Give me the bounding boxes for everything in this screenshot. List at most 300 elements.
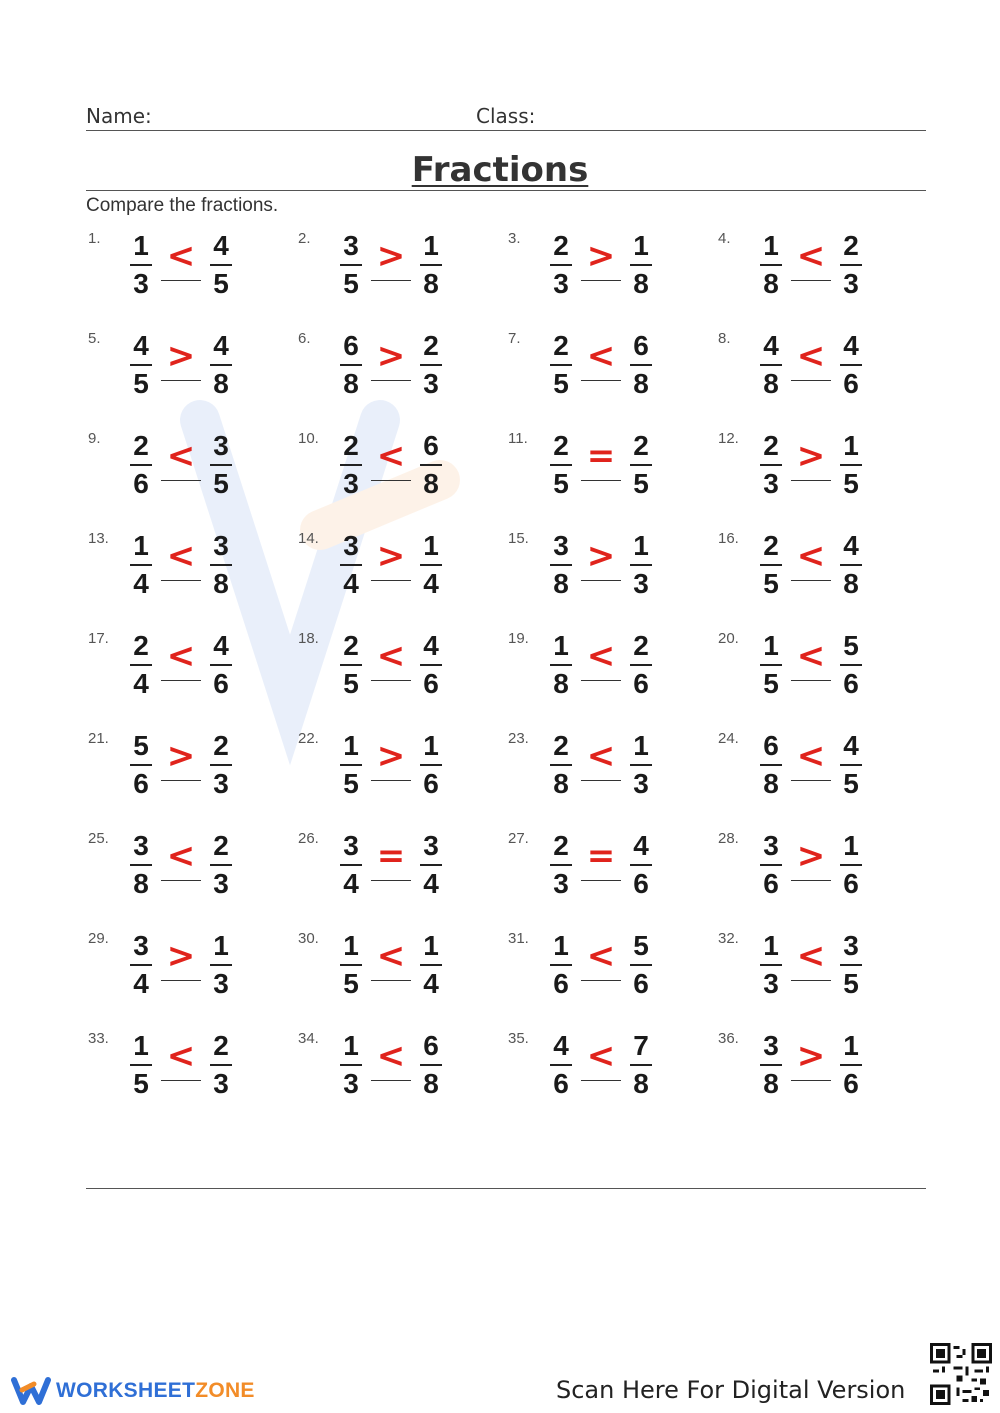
comparison-symbol: >: [376, 736, 406, 776]
denominator: 5: [213, 268, 229, 299]
numerator: 5: [633, 930, 649, 961]
answer-blank[interactable]: [161, 480, 201, 481]
right-fraction: [416, 530, 446, 600]
problem-number: 28.: [718, 830, 739, 847]
right-fraction: [206, 430, 236, 500]
problem-number: 16.: [718, 530, 739, 547]
problem-item: [718, 330, 918, 410]
fraction-bar: [420, 464, 442, 466]
numerator: 2: [553, 330, 569, 361]
left-fraction: [336, 730, 366, 800]
answer-blank[interactable]: [791, 480, 831, 481]
right-fraction: [836, 230, 866, 300]
qr-code-icon[interactable]: [930, 1343, 992, 1405]
denominator: 8: [213, 368, 229, 399]
denominator: 4: [133, 668, 149, 699]
left-fraction: [756, 1030, 786, 1100]
fraction-bar: [840, 964, 862, 966]
fraction-bar: [840, 564, 862, 566]
denominator: 8: [763, 1068, 779, 1099]
numerator: 1: [423, 930, 439, 961]
left-fraction: [546, 630, 576, 700]
comparison-symbol: <: [586, 1036, 616, 1076]
numerator: 7: [633, 1030, 649, 1061]
numerator: 5: [133, 730, 149, 761]
right-fraction: [206, 930, 236, 1000]
fraction-bar: [340, 764, 362, 766]
numerator: 4: [213, 630, 229, 661]
answer-blank[interactable]: [371, 880, 411, 881]
fraction-bar: [420, 564, 442, 566]
problem-number: 36.: [718, 1030, 739, 1047]
comparison-symbol: >: [796, 836, 826, 876]
right-fraction: [206, 630, 236, 700]
denominator: 8: [343, 368, 359, 399]
problem-number: 4.: [718, 230, 731, 247]
fraction-bar: [420, 664, 442, 666]
comparison-symbol: >: [376, 236, 406, 276]
denominator: 8: [763, 268, 779, 299]
right-fraction: [626, 730, 656, 800]
numerator: 1: [423, 230, 439, 261]
fraction-bar: [210, 1064, 232, 1066]
page-title: Fractions: [411, 150, 589, 190]
numerator: 3: [213, 430, 229, 461]
answer-blank[interactable]: [791, 780, 831, 781]
answer-blank[interactable]: [161, 580, 201, 581]
answer-blank[interactable]: [161, 280, 201, 281]
answer-blank[interactable]: [791, 280, 831, 281]
problem-item: [508, 930, 708, 1010]
problem-number: 15.: [508, 530, 529, 547]
comparison-symbol: >: [796, 436, 826, 476]
bottom-divider: [86, 1188, 926, 1189]
numerator: 1: [633, 530, 649, 561]
fraction-bar: [630, 264, 652, 266]
fraction-bar: [760, 664, 782, 666]
problem-number: 10.: [298, 430, 319, 447]
fraction-bar: [210, 564, 232, 566]
problem-number: 22.: [298, 730, 319, 747]
fraction-bar: [550, 764, 572, 766]
answer-blank[interactable]: [161, 680, 201, 681]
comparison-symbol: =: [586, 836, 616, 876]
problem-item: [718, 430, 918, 510]
fraction-bar: [340, 464, 362, 466]
right-fraction: [836, 730, 866, 800]
fraction-bar: [210, 764, 232, 766]
answer-blank[interactable]: [791, 880, 831, 881]
answer-blank[interactable]: [371, 980, 411, 981]
denominator: 6: [633, 968, 649, 999]
answer-blank[interactable]: [371, 580, 411, 581]
denominator: 8: [423, 468, 439, 499]
fraction-bar: [130, 464, 152, 466]
left-fraction: [126, 730, 156, 800]
numerator: 1: [843, 1030, 859, 1061]
denominator: 6: [843, 368, 859, 399]
fraction-bar: [630, 1064, 652, 1066]
numerator: 1: [423, 530, 439, 561]
right-fraction: [626, 430, 656, 500]
problem-item: [718, 630, 918, 710]
comparison-symbol: <: [376, 1036, 406, 1076]
fraction-bar: [760, 564, 782, 566]
right-fraction: [626, 630, 656, 700]
numerator: 4: [213, 330, 229, 361]
fraction-bar: [630, 864, 652, 866]
problem-number: 3.: [508, 230, 521, 247]
numerator: 1: [633, 730, 649, 761]
numerator: 6: [423, 430, 439, 461]
denominator: 5: [133, 1068, 149, 1099]
problem-item: [298, 330, 498, 410]
right-fraction: [836, 930, 866, 1000]
denominator: 5: [763, 568, 779, 599]
numerator: 2: [133, 630, 149, 661]
numerator: 4: [763, 330, 779, 361]
fraction-bar: [630, 764, 652, 766]
left-fraction: [126, 330, 156, 400]
problem-item: [88, 1030, 288, 1110]
fraction-bar: [340, 564, 362, 566]
answer-blank[interactable]: [581, 380, 621, 381]
left-fraction: [756, 230, 786, 300]
problem-number: 1.: [88, 230, 101, 247]
problem-item: [508, 330, 708, 410]
left-fraction: [336, 930, 366, 1000]
problem-number: 20.: [718, 630, 739, 647]
denominator: 6: [843, 1068, 859, 1099]
numerator: 5: [843, 630, 859, 661]
denominator: 8: [213, 568, 229, 599]
denominator: 3: [553, 268, 569, 299]
comparison-symbol: <: [166, 436, 196, 476]
answer-blank[interactable]: [791, 380, 831, 381]
numerator: 3: [133, 930, 149, 961]
problem-number: 2.: [298, 230, 311, 247]
problem-item: [88, 530, 288, 610]
numerator: 4: [553, 1030, 569, 1061]
fraction-bar: [550, 364, 572, 366]
comparison-symbol: <: [796, 336, 826, 376]
numerator: 4: [633, 830, 649, 861]
answer-blank[interactable]: [161, 880, 201, 881]
comparison-symbol: >: [586, 236, 616, 276]
left-fraction: [336, 530, 366, 600]
problem-item: [718, 730, 918, 810]
fraction-bar: [550, 464, 572, 466]
answer-blank[interactable]: [581, 1080, 621, 1081]
fraction-bar: [760, 1064, 782, 1066]
fraction-bar: [760, 464, 782, 466]
left-fraction: [336, 630, 366, 700]
numerator: 3: [343, 830, 359, 861]
numerator: 1: [213, 930, 229, 961]
problem-number: 7.: [508, 330, 521, 347]
denominator: 3: [763, 468, 779, 499]
answer-blank[interactable]: [791, 1080, 831, 1081]
answer-blank[interactable]: [581, 880, 621, 881]
fraction-bar: [840, 264, 862, 266]
denominator: 5: [843, 468, 859, 499]
denominator: 8: [133, 868, 149, 899]
left-fraction: [546, 1030, 576, 1100]
answer-blank[interactable]: [581, 980, 621, 981]
comparison-symbol: <: [796, 236, 826, 276]
fraction-bar: [630, 364, 652, 366]
denominator: 5: [553, 368, 569, 399]
left-fraction: [546, 930, 576, 1000]
class-label: Class:: [476, 104, 536, 128]
left-fraction: [336, 330, 366, 400]
fraction-bar: [210, 964, 232, 966]
problem-number: 5.: [88, 330, 101, 347]
problem-item: [508, 430, 708, 510]
denominator: 8: [763, 768, 779, 799]
numerator: 3: [343, 230, 359, 261]
answer-blank[interactable]: [791, 580, 831, 581]
problem-item: [298, 530, 498, 610]
fraction-bar: [210, 664, 232, 666]
answer-blank[interactable]: [581, 680, 621, 681]
left-fraction: [756, 330, 786, 400]
numerator: 1: [133, 230, 149, 261]
answer-blank[interactable]: [161, 980, 201, 981]
problem-item: [298, 430, 498, 510]
numerator: 4: [843, 730, 859, 761]
comparison-symbol: <: [166, 636, 196, 676]
answer-blank[interactable]: [791, 980, 831, 981]
problem-item: [508, 230, 708, 310]
answer-blank[interactable]: [161, 1080, 201, 1081]
problem-number: 31.: [508, 930, 529, 947]
fraction-bar: [210, 364, 232, 366]
fraction-bar: [130, 964, 152, 966]
numerator: 2: [763, 530, 779, 561]
numerator: 3: [213, 530, 229, 561]
answer-blank[interactable]: [161, 380, 201, 381]
right-fraction: [836, 330, 866, 400]
fraction-bar: [760, 964, 782, 966]
right-fraction: [206, 530, 236, 600]
denominator: 3: [343, 1068, 359, 1099]
numerator: 2: [343, 430, 359, 461]
numerator: 1: [343, 1030, 359, 1061]
scan-text: Scan Here For Digital Version: [556, 1376, 906, 1404]
comparison-symbol: <: [796, 936, 826, 976]
problem-number: 26.: [298, 830, 319, 847]
left-fraction: [756, 830, 786, 900]
denominator: 3: [633, 568, 649, 599]
denominator: 3: [133, 268, 149, 299]
numerator: 3: [133, 830, 149, 861]
right-fraction: [416, 730, 446, 800]
fraction-bar: [420, 1064, 442, 1066]
answer-blank[interactable]: [161, 780, 201, 781]
problem-number: 23.: [508, 730, 529, 747]
fraction-bar: [550, 264, 572, 266]
problem-item: [298, 1030, 498, 1110]
answer-blank[interactable]: [371, 780, 411, 781]
denominator: 6: [423, 668, 439, 699]
denominator: 4: [133, 568, 149, 599]
denominator: 3: [213, 968, 229, 999]
answer-blank[interactable]: [371, 480, 411, 481]
right-fraction: [836, 530, 866, 600]
denominator: 3: [843, 268, 859, 299]
fraction-bar: [840, 864, 862, 866]
denominator: 6: [763, 868, 779, 899]
denominator: 6: [213, 668, 229, 699]
fraction-bar: [130, 764, 152, 766]
comparison-symbol: >: [796, 1036, 826, 1076]
problem-item: [298, 930, 498, 1010]
answer-blank[interactable]: [581, 580, 621, 581]
answer-blank[interactable]: [371, 1080, 411, 1081]
answer-blank[interactable]: [371, 380, 411, 381]
right-fraction: [206, 830, 236, 900]
left-fraction: [126, 530, 156, 600]
comparison-symbol: <: [796, 536, 826, 576]
problem-item: [508, 830, 708, 910]
denominator: 8: [423, 268, 439, 299]
brand-name: [56, 1379, 255, 1403]
comparison-symbol: <: [166, 1036, 196, 1076]
numerator: 1: [763, 630, 779, 661]
denominator: 6: [843, 668, 859, 699]
denominator: 3: [553, 868, 569, 899]
answer-blank[interactable]: [791, 680, 831, 681]
comparison-symbol: <: [376, 636, 406, 676]
numerator: 6: [633, 330, 649, 361]
fraction-bar: [760, 364, 782, 366]
problem-item: [718, 230, 918, 310]
denominator: 5: [343, 668, 359, 699]
answer-blank[interactable]: [581, 780, 621, 781]
numerator: 1: [553, 630, 569, 661]
problem-item: [298, 830, 498, 910]
problem-item: [508, 1030, 708, 1110]
left-fraction: [126, 1030, 156, 1100]
numerator: 1: [343, 930, 359, 961]
denominator: 5: [843, 768, 859, 799]
left-fraction: [336, 830, 366, 900]
fraction-bar: [630, 664, 652, 666]
comparison-symbol: <: [376, 936, 406, 976]
answer-blank[interactable]: [581, 280, 621, 281]
right-fraction: [206, 230, 236, 300]
left-fraction: [756, 530, 786, 600]
numerator: 1: [763, 930, 779, 961]
numerator: 6: [423, 1030, 439, 1061]
problem-number: 30.: [298, 930, 319, 947]
denominator: 6: [133, 468, 149, 499]
denominator: 5: [553, 468, 569, 499]
fraction-bar: [550, 564, 572, 566]
fraction-bar: [130, 264, 152, 266]
problem-number: 17.: [88, 630, 109, 647]
fraction-bar: [630, 564, 652, 566]
right-fraction: [416, 330, 446, 400]
answer-blank[interactable]: [371, 680, 411, 681]
numerator: 4: [843, 530, 859, 561]
numerator: 3: [763, 1030, 779, 1061]
left-fraction: [546, 230, 576, 300]
numerator: 4: [843, 330, 859, 361]
numerator: 4: [133, 330, 149, 361]
right-fraction: [626, 530, 656, 600]
denominator: 5: [343, 268, 359, 299]
comparison-symbol: =: [376, 836, 406, 876]
problem-number: 32.: [718, 930, 739, 947]
denominator: 5: [843, 968, 859, 999]
fraction-bar: [340, 964, 362, 966]
left-fraction: [546, 430, 576, 500]
problem-number: 34.: [298, 1030, 319, 1047]
instructions: Compare the fractions.: [86, 195, 279, 216]
denominator: 4: [133, 968, 149, 999]
right-fraction: [836, 1030, 866, 1100]
problem-item: [88, 430, 288, 510]
numerator: 4: [423, 630, 439, 661]
numerator: 1: [343, 730, 359, 761]
comparison-symbol: <: [166, 536, 196, 576]
name-label: Name:: [86, 104, 152, 128]
denominator: 4: [423, 868, 439, 899]
fraction-bar: [420, 864, 442, 866]
right-fraction: [626, 830, 656, 900]
numerator: 1: [763, 230, 779, 261]
fraction-bar: [340, 664, 362, 666]
denominator: 8: [553, 768, 569, 799]
answer-blank[interactable]: [581, 480, 621, 481]
denominator: 3: [213, 1068, 229, 1099]
fraction-bar: [420, 264, 442, 266]
right-fraction: [626, 1030, 656, 1100]
numerator: 2: [553, 230, 569, 261]
problem-number: 21.: [88, 730, 109, 747]
problem-number: 33.: [88, 1030, 109, 1047]
right-fraction: [626, 330, 656, 400]
right-fraction: [416, 830, 446, 900]
fraction-bar: [340, 264, 362, 266]
right-fraction: [206, 330, 236, 400]
denominator: 5: [133, 368, 149, 399]
numerator: 3: [343, 530, 359, 561]
problem-item: [298, 630, 498, 710]
comparison-symbol: <: [376, 436, 406, 476]
right-fraction: [836, 430, 866, 500]
fraction-bar: [840, 764, 862, 766]
denominator: 6: [633, 868, 649, 899]
fraction-bar: [840, 464, 862, 466]
problem-number: 14.: [298, 530, 319, 547]
comparison-symbol: >: [166, 936, 196, 976]
answer-blank[interactable]: [371, 280, 411, 281]
problem-number: 12.: [718, 430, 739, 447]
denominator: 5: [763, 668, 779, 699]
right-fraction: [206, 1030, 236, 1100]
comparison-symbol: =: [586, 436, 616, 476]
problem-item: [88, 230, 288, 310]
fraction-bar: [340, 1064, 362, 1066]
denominator: 8: [553, 668, 569, 699]
numerator: 2: [553, 430, 569, 461]
numerator: 2: [133, 430, 149, 461]
numerator: 1: [633, 230, 649, 261]
fraction-bar: [550, 664, 572, 666]
